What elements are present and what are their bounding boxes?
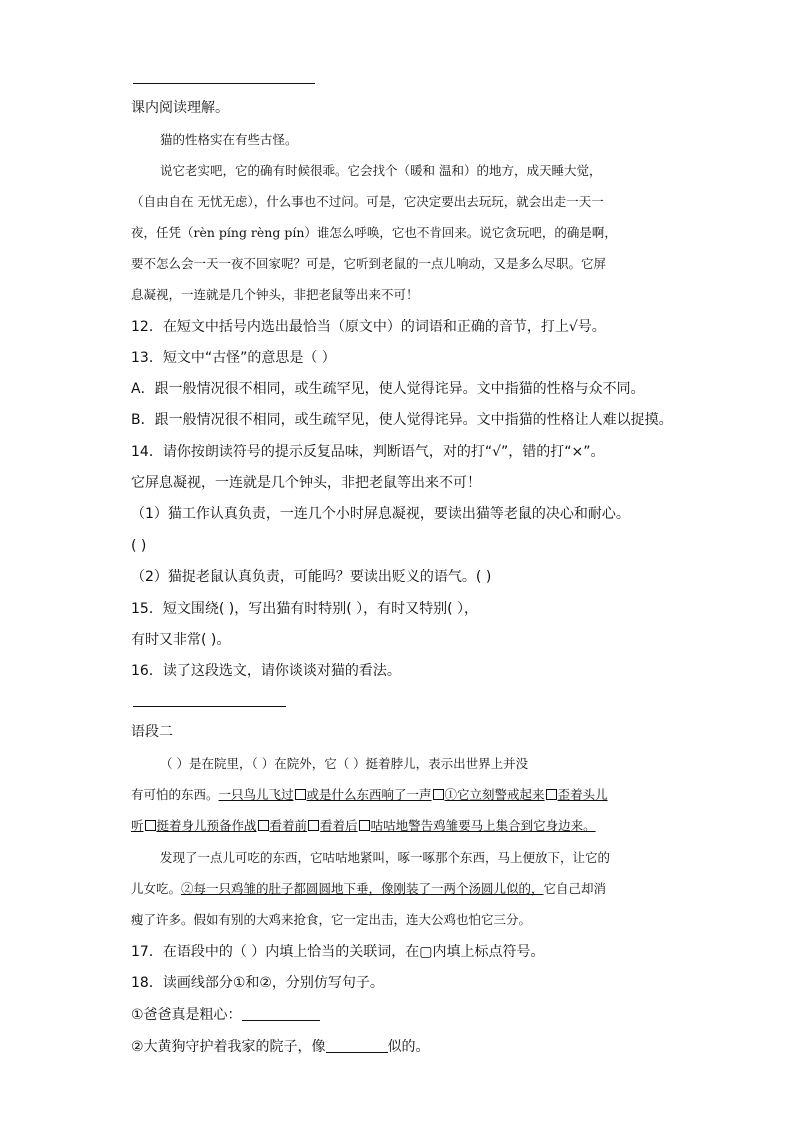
- punctuation-box[interactable]: [295, 789, 306, 800]
- question-18-item-2-suffix: 似的。: [387, 1039, 430, 1055]
- question-15-line-1: 15．短文围绕( )，写出猫有时特别( ），有时又特别( ），: [131, 601, 479, 617]
- question-18-item-2-text: ②大黄狗守护着我家的院子，像: [131, 1039, 326, 1055]
- punctuation-box[interactable]: [546, 789, 557, 800]
- passage2-line-5-rest: 它自己却消: [543, 881, 607, 896]
- passage2-line-5: [131, 880, 606, 898]
- passage2-line-3: [131, 817, 596, 835]
- underlined-sentence-1-part: 咕咕地警告鸡雏要马上集合到它身边来。: [370, 818, 596, 833]
- question-14: 14．请你按朗读符号的提示反复品味，判断语气，对的打“√”，错的打“×”。: [131, 444, 605, 460]
- passage-line-2: 说它老实吧，它的确有时候很乖。它会找个（暖和 温和）的地方，成天睡大觉，: [160, 163, 602, 178]
- passage2-line-1: （ ）是在院里，（ ）在院外，它（ ）挺着脖儿，表示出世界上并没: [160, 756, 529, 771]
- passage2-line-2: [131, 786, 608, 804]
- middle-divider: [133, 706, 286, 707]
- passage-line-5: 要不怎么会一天一夜不回家呢？可是，它听到老鼠的一点儿响动，又是多么尽职。它屏: [131, 256, 607, 271]
- punctuation-box[interactable]: [308, 820, 319, 831]
- question-13-option-b: B．跟一般情况很不相同，或生疏罕见，使人觉得诧异。文中指猫的性格让人难以捉摸。: [131, 412, 673, 428]
- punctuation-box[interactable]: [433, 789, 444, 800]
- passage-line-1: 猫的性格实在有些古怪。: [160, 132, 298, 147]
- question-16: 16．读了这段选文，请你谈谈对猫的看法。: [131, 663, 401, 679]
- underlined-sentence-1-part: 或是什么东西响了一声: [306, 787, 432, 802]
- passage2-line-2-plain: 有可怕的东西。: [131, 787, 219, 802]
- underlined-sentence-1-part: 看着前: [269, 818, 308, 833]
- underlined-sentence-1-part: ①它立刻警戒起来: [444, 787, 545, 802]
- question-13: 13．短文中“古怪”的意思是（ ）: [131, 350, 336, 366]
- question-15-line-2: 有时又非常( )。: [131, 632, 231, 648]
- punctuation-box[interactable]: [145, 820, 156, 831]
- underlined-sentence-1-part: 一只鸟儿飞过: [218, 787, 294, 802]
- section1-heading: 课内阅读理解。: [131, 100, 229, 116]
- question-18-item-1-text: ①爸爸真是粗心：: [131, 1007, 242, 1023]
- underlined-sentence-1-part: 看着后: [320, 818, 358, 833]
- top-divider: [133, 83, 315, 84]
- answer-blank[interactable]: [326, 1052, 388, 1053]
- question-14-item-1-answer: ( ): [131, 538, 147, 554]
- question-18-item-1: [131, 1006, 320, 1024]
- punctuation-box[interactable]: [359, 820, 370, 831]
- passage2-line-6: 瘦了许多。假如有别的大鸡来抢食，它一定出击，连大公鸡也怕它三分。: [131, 912, 532, 927]
- passage2-line-5-plain: 儿女吃。: [131, 881, 182, 896]
- punctuation-box[interactable]: [258, 820, 269, 831]
- question-14-sentence: 它屏息凝视，一连就是几个钟头，非把老鼠等出来不可！: [131, 475, 481, 491]
- answer-blank[interactable]: [242, 1020, 320, 1021]
- underlined-sentence-1-part: 歪着头儿: [557, 787, 608, 802]
- underlined-sentence-2: ②每一只鸡雏的肚子都圆圆地下垂，像刚装了一两个汤圆儿似的，: [181, 881, 544, 896]
- passage2-line-4: 发现了一点儿可吃的东西，它咕咕地紧叫，啄一啄那个东西，马上便放下，让它的: [160, 850, 611, 865]
- question-14-item-1: （1）猫工作认真负责，一连几个小时屏息凝视，要读出猫等老鼠的决心和耐心。: [131, 506, 630, 522]
- question-17: 17．在语段中的（ ）内填上恰当的关联词，在▢内填上标点符号。: [131, 944, 545, 960]
- underlined-sentence-1-part: 听: [131, 818, 144, 833]
- question-18-item-2: [131, 1038, 430, 1056]
- passage-line-3: （自由自在 无忧无虑），什么事也不过问。可是，它决定要出去玩玩，就会出走一天一: [131, 194, 604, 209]
- section2-heading: 语段二: [131, 724, 173, 740]
- question-14-item-2: （2）猫捉老鼠认真负责，可能吗？要读出贬义的语气。( ): [131, 569, 492, 585]
- question-18: 18．读画线部分①和②，分别仿写句子。: [131, 975, 384, 991]
- question-12: 12．在短文中括号内选出最恰当（原文中）的词语和正确的音节，打上√号。: [131, 319, 606, 335]
- passage-line-4: 夜，任凭（rèn píng rèng pín）谁怎么呼唤，它也不肯回来。说它贪玩吧，的确是啊，: [131, 225, 617, 240]
- passage-line-6: 息凝视，一连就是几个钟头，非把老鼠等出来不可！: [131, 287, 419, 302]
- question-13-option-a: A．跟一般情况很不相同，或生疏罕见，使人觉得诧异。文中指猫的性格与众不同。: [131, 381, 645, 397]
- underlined-sentence-1-part: 挺着身儿预备作战: [156, 818, 257, 833]
